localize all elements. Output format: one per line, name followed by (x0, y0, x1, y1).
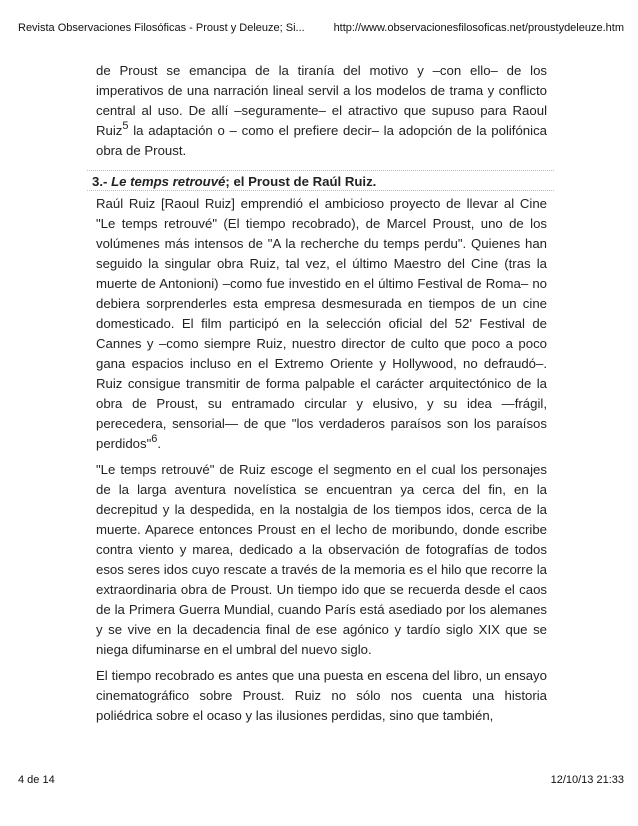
intro-text-b: la adaptación o – como el prefiere decir– la adopción de la polifónica obra de Proust. (96, 123, 547, 158)
footer-page-number: 4 de 14 (18, 774, 55, 786)
paragraph-3: El tiempo recobrado es antes que una puesta en escena del libro, un ensayo cinematográfico sobre Proust. Ruiz no sólo nos cuenta una historia poliédrica sobre el ocaso y las ilusiones perdidas, sino que también, (96, 668, 547, 723)
paragraph-1-text: Raúl Ruiz [Raoul Ruiz] emprendió el ambicioso proyecto de llevar al Cine "Le temps retrouvé" (El tiempo recobrado), de Marcel Proust, uno de los volúmenes más intensos de "A la recherche du temps perdu". Quienes han seguido la singular obra Ruiz, tal vez, el último Maestro del Cine (tras la muerte de Antonioni) –como fue investido en el último Festival de Roma– no debiera sorprenderles esta empresa desmesurada en tiempos de un cine domesticado. El film participó en la selección oficial del 52' Festival de Cannes y –como siempre Ruiz, nuestro director de culto que poco a poco gana espacios incluso en el Extremo Oriente y Hollywood, no defraudó–. Ruiz consigue transmitir de forma palpable el carácter arquitectónico de la obra de Proust, su entramado circular y elusivo, y su idea —frágil, perecedera, sensorial— de que "los verdaderos paraísos son los paraísos perdidos" (96, 196, 547, 451)
paragraph-1 (96, 194, 547, 454)
paragraph-1-end: . (157, 436, 162, 451)
footer-datetime: 12/10/13 21:33 (550, 774, 624, 786)
header-url: http://www.observacionesfilosoficas.net/proustydeleuze.htm (333, 22, 624, 34)
header-page-title: Revista Observaciones Filosóficas - Proust y Deleuze; Si... (18, 22, 305, 34)
footnote-ref-6[interactable]: 6 (151, 433, 158, 445)
intro-paragraph (96, 61, 547, 161)
section-number: 3.- (92, 174, 112, 189)
intro-text-a: de Proust se emancipa de la tiranía del motivo y –con ello– de los imperativos de una narración lineal servil a los modelos de trama y conflicto central al uso. De allí –seguramente– el atractivo que supuso para Raoul Ruiz (96, 63, 547, 138)
intro-block (96, 61, 547, 161)
section-title-italic: Le temps retrouvé (111, 174, 226, 189)
section-title-suffix: ; el Proust de Raúl Ruiz. (225, 174, 377, 189)
section-heading (87, 170, 554, 191)
section-body (96, 194, 547, 726)
paragraph-2: "Le temps retrouvé" de Ruiz escoge el segmento en el cual los personajes de la larga aventura novelística se encuentran ya cerca del fin, en la decrepitud y la despedida, en la nostalgia de los tiempos idos, cerca de la muerte. Aparece entonces Proust en el lecho de moribundo, donde escribe contra viento y marea, dedicado a la observación de fotografías de todos esos seres idos cuyo rescate a través de la memoria es el hilo que recorre la extraordinaria obra de Proust. Un tiempo ido que se recuerda desde el caos de la Primera Guerra Mundial, cuando París está asediado por los alemanes y se vive en la decadencia final de ese agónico y tardío siglo XIX que se niega difuminarse en el umbral del nuevo siglo. (96, 462, 547, 657)
footnote-ref-5[interactable]: 5 (122, 120, 129, 132)
